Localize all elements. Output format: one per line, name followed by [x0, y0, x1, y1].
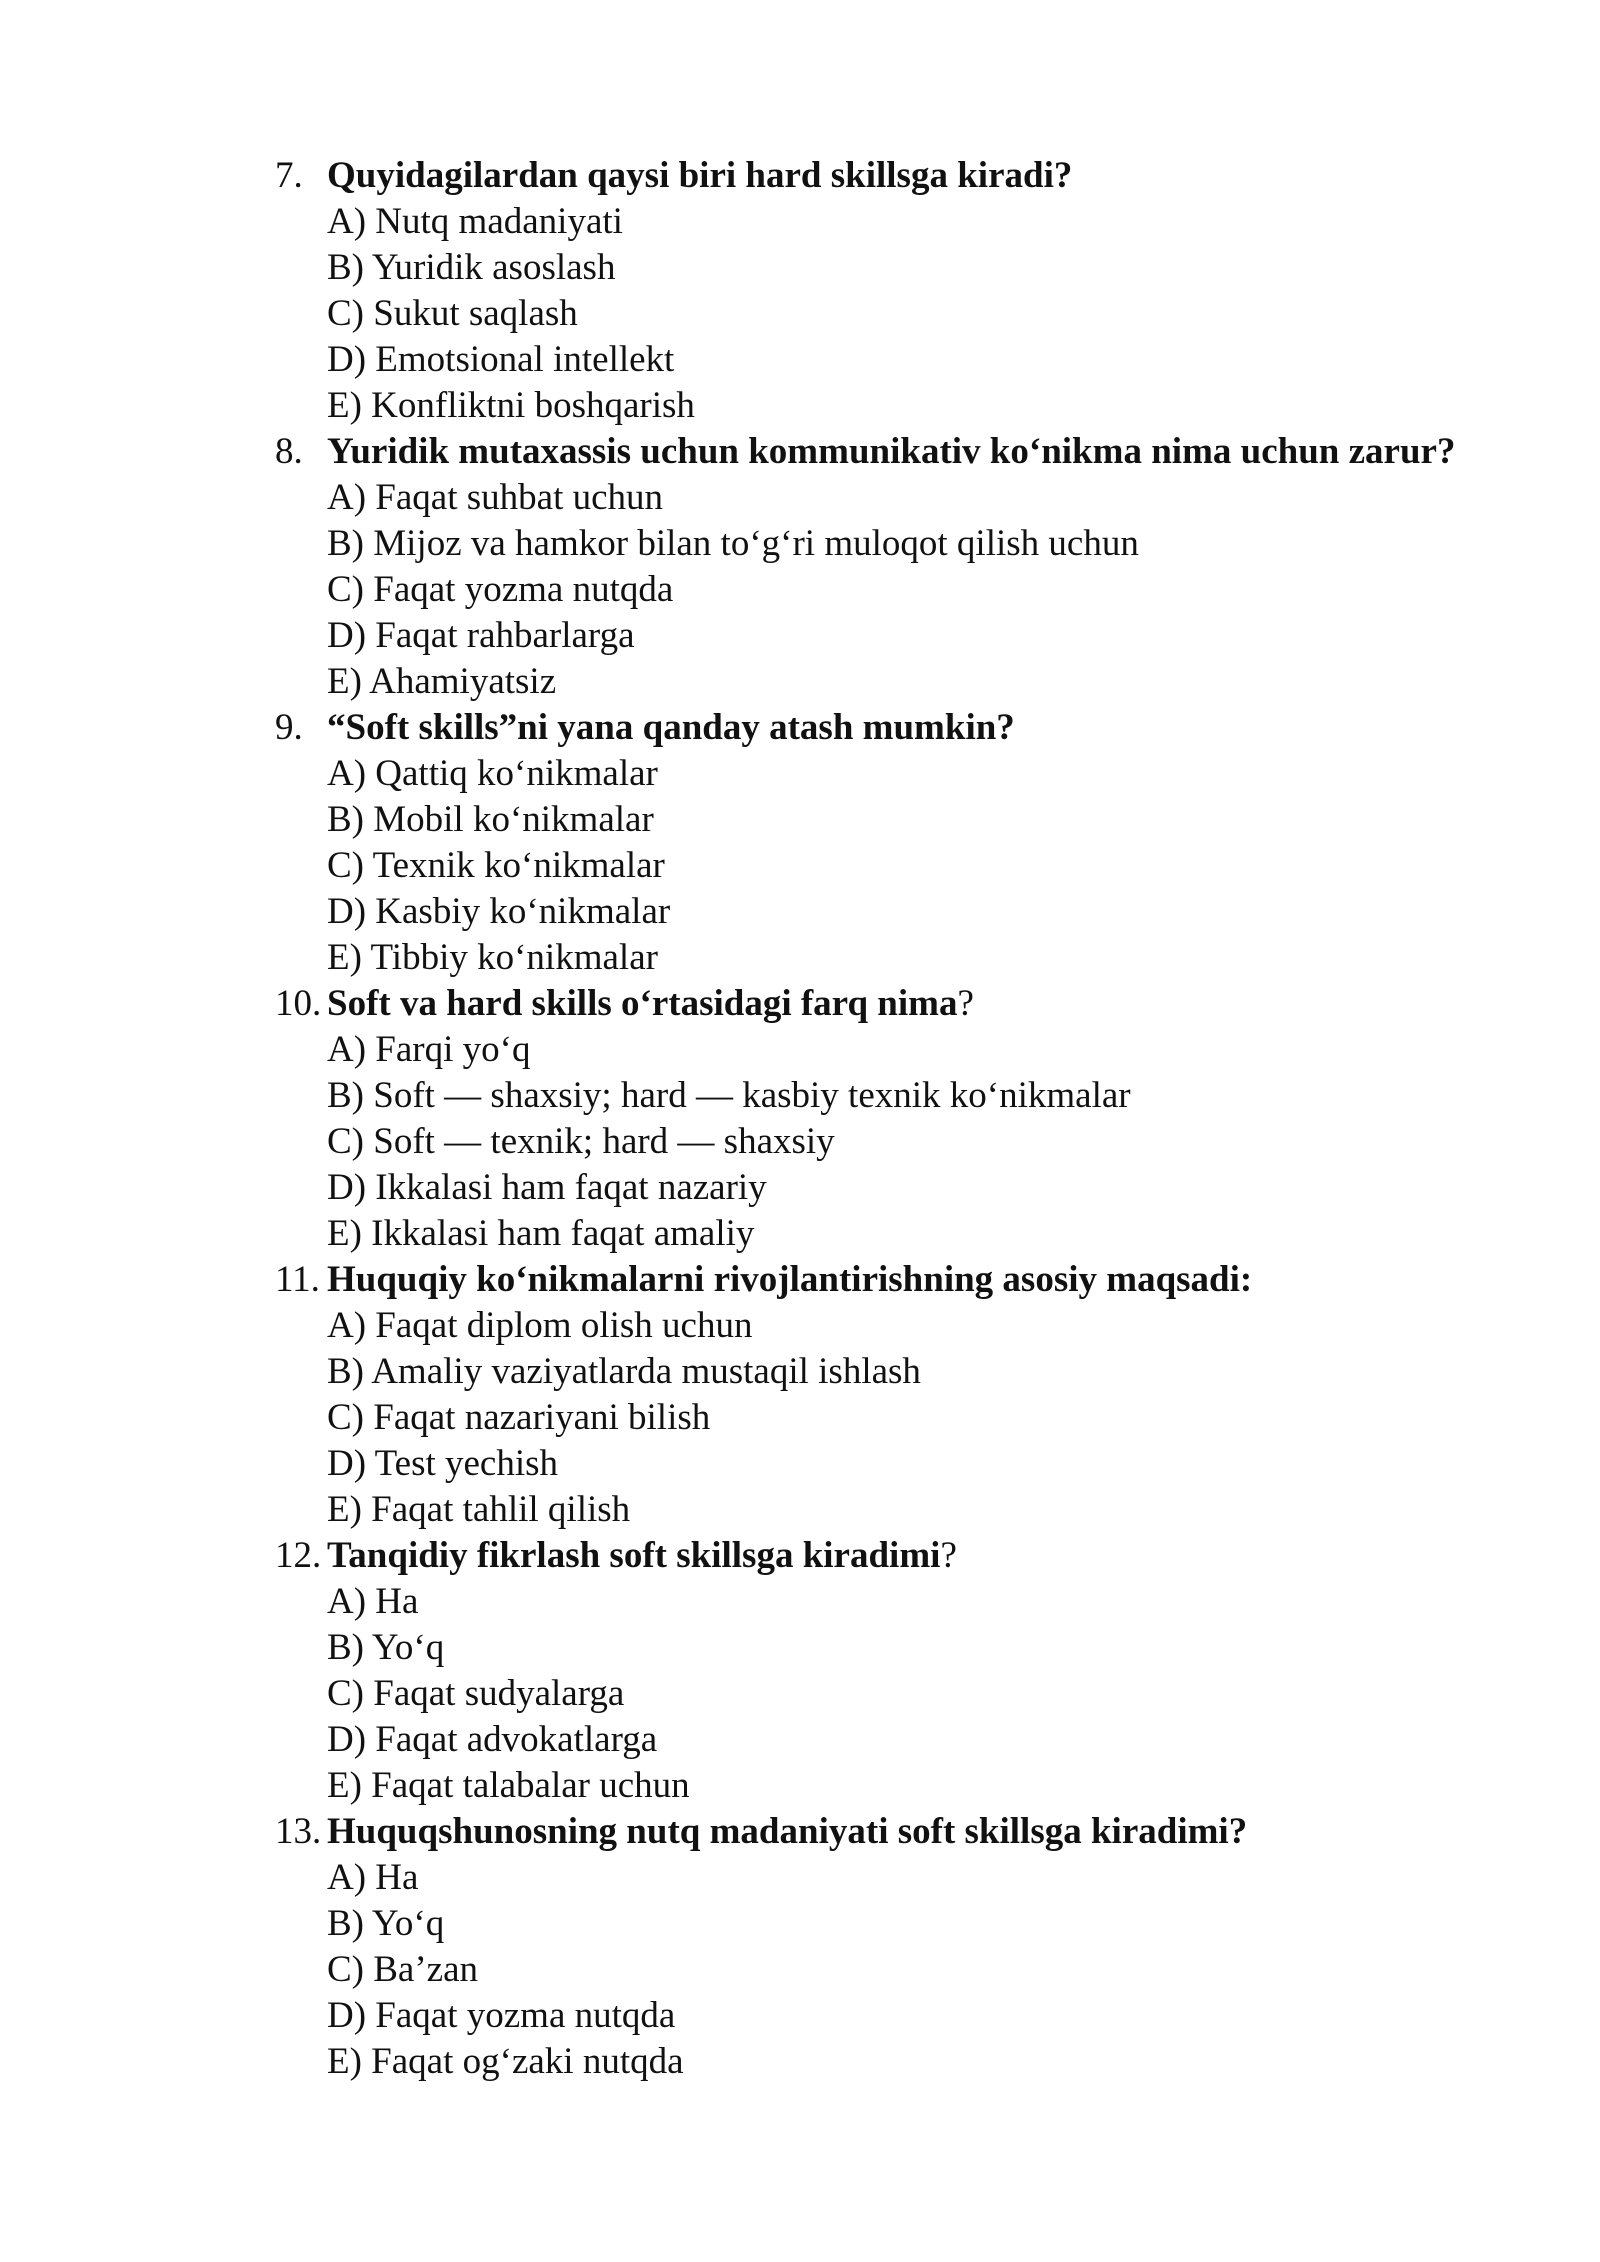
question-text: “Soft skills”ni yana qanday atash mumkin?: [327, 707, 1015, 748]
answer-option-c: C) Soft — texnik; hard — shaxsiy: [327, 1121, 835, 1162]
question-line: [0, 1533, 1600, 1579]
question-number: 7.: [275, 155, 303, 196]
question-11: [0, 1257, 1600, 1533]
answer-option-a: A) Ha: [327, 1857, 419, 1898]
question-text: Soft va hard skills o‘rtasidagi farq nima?: [327, 983, 974, 1024]
answer-option-a: A) Faqat diplom olish uchun: [327, 1305, 753, 1346]
answer-option-d: D) Faqat advokatlarga: [327, 1719, 658, 1760]
answer-option-b: B) Mobil ko‘nikmalar: [327, 799, 654, 840]
question-text: Yuridik mutaxassis uchun kommunikativ ko‘nikma nima uchun zarur?: [327, 431, 1456, 472]
answer-option-b: B) Yuridik asoslash: [327, 247, 616, 288]
question-8: [0, 429, 1600, 705]
answer-option-c: C) Ba’zan: [327, 1949, 479, 1990]
question-10: [0, 981, 1600, 1257]
question-text: Huquqshunosning nutq madaniyati soft skillsga kiradimi?: [327, 1811, 1248, 1852]
answer-option-c: C) Faqat sudyalarga: [327, 1673, 625, 1714]
answer-option-b: B) Mijoz va hamkor bilan to‘g‘ri muloqot qilish uchun: [327, 523, 1139, 564]
answer-option-e: E) Faqat tahlil qilish: [327, 1489, 631, 1530]
answer-option-b: B) Yo‘q: [327, 1627, 445, 1668]
question-number: 11.: [275, 1259, 320, 1300]
answer-option-d: D) Faqat yozma nutqda: [327, 1995, 676, 2036]
question-number: 12.: [275, 1535, 322, 1576]
question-number: 8.: [275, 431, 303, 472]
answer-option-c: C) Texnik ko‘nikmalar: [327, 845, 665, 886]
answer-option-d: D) Faqat rahbarlarga: [327, 615, 635, 656]
answer-option-e: E) Ahamiyatsiz: [327, 661, 557, 702]
answer-option-a: A) Farqi yo‘q: [327, 1029, 531, 1070]
question-text: Tanqidiy fikrlash soft skillsga kiradimi?: [327, 1535, 957, 1576]
answer-option-d: D) Kasbiy ko‘nikmalar: [327, 891, 671, 932]
question-text: Quyidagilardan qaysi biri hard skillsga kiradi?: [327, 155, 1073, 196]
question-number: 10.: [275, 983, 322, 1024]
answer-option-d: D) Test yechish: [327, 1443, 559, 1484]
question-line: [0, 1257, 1600, 1303]
answer-option-a: A) Qattiq ko‘nikmalar: [327, 753, 658, 794]
question-7: [0, 153, 1600, 429]
answer-option-e: E) Konfliktni boshqarish: [327, 385, 695, 426]
question-number: 13.: [275, 1811, 322, 1852]
answer-option-a: A) Faqat suhbat uchun: [327, 477, 664, 518]
question-line: [0, 1809, 1600, 1855]
answer-option-e: E) Ikkalasi ham faqat amaliy: [327, 1213, 755, 1254]
answer-option-e: E) Faqat og‘zaki nutqda: [327, 2041, 684, 2082]
answer-option-d: D) Ikkalasi ham faqat nazariy: [327, 1167, 767, 1208]
question-line: [0, 705, 1600, 751]
answer-option-b: B) Soft — shaxsiy; hard — kasbiy texnik ko‘nikmalar: [327, 1075, 1131, 1116]
answer-option-c: C) Faqat nazariyani bilish: [327, 1397, 711, 1438]
answer-option-d: D) Emotsional intellekt: [327, 339, 675, 380]
question-text: Huquqiy ko‘nikmalarni rivojlantirishning asosiy maqsadi:: [327, 1259, 1253, 1300]
answer-option-e: E) Faqat talabalar uchun: [327, 1765, 690, 1806]
question-line: [0, 429, 1600, 475]
answer-option-c: C) Faqat yozma nutqda: [327, 569, 674, 610]
answer-option-a: A) Ha: [327, 1581, 419, 1622]
question-12: [0, 1533, 1600, 1809]
answer-option-a: A) Nutq madaniyati: [327, 201, 623, 242]
answer-option-b: B) Amaliy vaziyatlarda mustaqil ishlash: [327, 1351, 921, 1392]
answer-option-e: E) Tibbiy ko‘nikmalar: [327, 937, 658, 978]
question-line: [0, 153, 1600, 199]
question-13: [0, 1809, 1600, 2085]
question-9: [0, 705, 1600, 981]
question-line: [0, 981, 1600, 1027]
answer-option-b: B) Yo‘q: [327, 1903, 445, 1944]
answer-option-c: C) Sukut saqlash: [327, 293, 578, 334]
question-number: 9.: [275, 707, 303, 748]
